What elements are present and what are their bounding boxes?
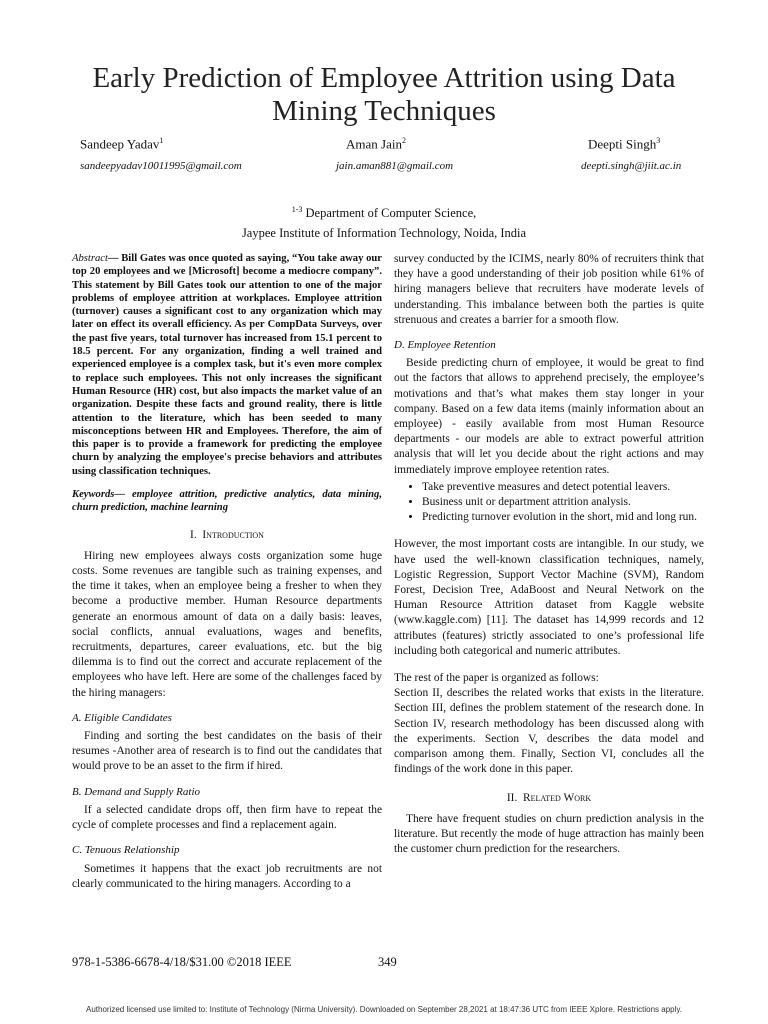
subsection-heading-a: A. Eligible Candidates <box>72 711 172 724</box>
author-1 <box>80 136 163 152</box>
affiliation-dept: Department of Computer Science, <box>302 206 477 221</box>
section-heading-introduction <box>72 528 382 543</box>
author-2-email: jain.aman881@gmail.com <box>336 160 454 172</box>
title-line-1: Early Prediction of Employee Attrition using Data <box>92 62 676 94</box>
subsection-a-text: Finding and sorting the best candidates on the basis of their resumes -Another area of research is to find out the candidates that would prove to be an asset to the firm if hired. <box>72 730 382 773</box>
footer-isbn: 978-1-5386-6678-4/18/$31.00 ©2018 IEEE <box>72 955 292 969</box>
subsection-c-text: Sometimes it happens that the exact job recruitments are not clearly communicated to the hiring managers. According to a <box>72 862 382 890</box>
keywords: Keywords— employee attrition, predictive analytics, data mining, churn prediction, machine learning <box>72 489 382 514</box>
abstract-label: Abstract <box>72 253 108 264</box>
section-title: Related Work <box>523 791 592 804</box>
subsection-heading-d: D. Employee Retention <box>394 339 496 352</box>
affiliation-sup: 1-3 <box>291 205 303 214</box>
author-sup: 2 <box>401 136 406 145</box>
author-sup: 1 <box>159 136 164 145</box>
subsection-heading-c: C. Tenuous Relationship <box>72 844 180 857</box>
page-number: 349 <box>378 955 397 969</box>
author-name: Sandeep Yadav <box>80 136 160 152</box>
section-number: I. <box>190 528 197 541</box>
bullet-list <box>394 480 704 526</box>
left-column <box>72 252 382 892</box>
organization-heading: The rest of the paper is organized as follows: <box>394 672 599 685</box>
right-column <box>394 252 704 857</box>
affiliation-line-1 <box>100 200 668 223</box>
section-title: Introduction <box>202 528 264 541</box>
subsection-d-text: Beside predicting churn of employee, it would be great to find out the factors that allows to apprehend precisely, the employee’s motivations and that’s what makes them stay longer in your company. Based on a few data items (mainly information about an employee) - easily available from most Human Resource departments - our models are able to extract powerful attrition analysis that will let you decide about the right actions and may immediately improve employee retention rates. <box>394 357 704 476</box>
author-name: Aman Jain <box>346 136 402 152</box>
subsection-b-text: If a selected candidate drops off, then firm have to repeat the cycle of complete processes and find a replacement again. <box>72 803 382 832</box>
intro-paragraph: Hiring new employees always costs organization some huge costs. Some revenues are tangible such as training expenses, and the time it takes, when an employee being a fresher to when they become a productive member. Human Resource departments generate an enormous amount of data on a daily basis: leaves, social conflicts, annual evaluations, wages and benefits, recruitments, departures, career evaluations, etc. but the big dilemma is to find out the correct and accurate replacement of the employees who have left. Here are some of the challenges faced by the hiring managers: <box>72 549 382 699</box>
related-work-paragraph: There have frequent studies on churn prediction analysis in the literature. But recently the mode of huge attraction has mainly been the customer churn prediction for the researchers. <box>394 812 704 856</box>
organization-paragraph: Section II, describes the related works that exists in the literature. Section III, defines the problem statement of the research done. In Section IV, research methodology has been discussed along with the experiments. Section V, describes the data model and comparison among them. Finally, Section VI, concludes all the findings of the work done in this paper. <box>394 687 704 776</box>
section-number: II. <box>506 791 518 804</box>
author-sup: 3 <box>656 136 661 145</box>
affiliation <box>100 200 668 243</box>
paper-title <box>40 62 728 128</box>
author-name: Deepti Singh <box>588 136 657 152</box>
author-1-email: sandeepyadav10011995@gmail.com <box>80 160 242 172</box>
author-3-email: deepti.singh@jiit.ac.in <box>581 160 682 172</box>
section-heading-related-work <box>394 791 704 806</box>
affiliation-line-2: Jaypee Institute of Information Technology, Noida, India <box>241 226 527 241</box>
subsection-c-continued: survey conducted by the ICIMS, nearly 80% of recruiters think that they have a good understanding of their job position while 61% of hiring managers believe that recruiters have moderate levels of understanding. This imbalance between both the parties is quite strenuous and creates a barrier for a smooth flow. <box>394 253 704 326</box>
title-line-2: Mining Techniques <box>272 95 496 127</box>
license-notice: Authorized licensed use limited to: Institute of Technology (Nirma University). Downloaded on September 28,2021 at 18:47:36 UTC from IEEE Xplore. Restrictions apply. <box>86 1005 682 1014</box>
bullet-item: • Take preventive measures and detect potential leavers. <box>422 480 704 495</box>
author-2 <box>346 136 406 152</box>
author-3 <box>588 136 660 152</box>
abstract <box>72 252 382 478</box>
abstract-text: — Bill Gates was once quoted as saying, “You take away our top 20 employees and we [Microsoft] become a mediocre company”. This statement by Bill Gates took our attention to one of the major problems of employee attrition at workplaces. Employee attrition (turnover) causes a significant cost to any organization which may later on effect its overall efficiency. As per CompData Surveys, over the past five years, total turnover has increased from 15.1 percent to 18.5 percent. For any organization, finding a well trained and experienced employee is a complex task, but it's even more complex to replace such employees. This not only increases the significant Human Resource (HR) cost, but also impacts the market value of an organization. Despite these facts and ground reality, there is little attention to the literature, which has been seeded to many misconceptions between HR and Employees. Therefore, the aim of this paper is to provide a framework for predicting the employee churn by analyzing the employee's precise behaviors and attributes using classification techniques. <box>72 253 382 477</box>
subsection-heading-b: B. Demand and Supply Ratio <box>72 785 201 798</box>
costs-paragraph: However, the most important costs are intangible. In our study, we have used the well-known classification techniques, namely, Logistic Regression, Support Vector Machine (SVM), Random Forest, Decision Tree, AdaBoost and Neural Network on the Human Resource Attrition dataset from Kaggle website (www.kaggle.com) [11]. The dataset has 14,999 records and 12 attributes (features) strictly associated to one’s professional life including both categorical and numeric attributes. <box>394 538 704 657</box>
bullet-item: • Predicting turnover evolution in the short, mid and long run. <box>422 510 704 525</box>
bullet-item: • Business unit or department attrition analysis. <box>422 495 704 510</box>
